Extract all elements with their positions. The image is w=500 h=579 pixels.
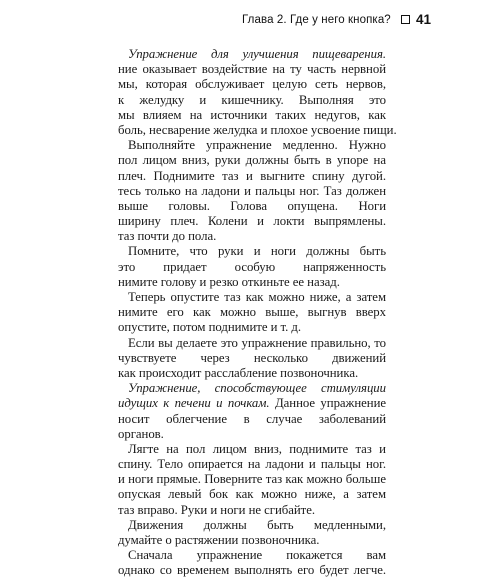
square-outline-icon (401, 15, 410, 24)
paragraph (118, 381, 386, 442)
text-run: нимите голову и резко откиньте ее назад. (118, 274, 340, 289)
text-line (118, 381, 386, 396)
text-run: думайте о растяжении позвоночника. (118, 533, 320, 547)
paragraph (118, 47, 397, 138)
text-run: спину. Тело опирается на ладони и пальцы ног. (118, 457, 386, 472)
text-run: мы, которая обслуживает целую сеть нервов, (118, 77, 386, 92)
text-line (118, 533, 386, 548)
paragraph (118, 138, 386, 244)
paragraph (118, 290, 386, 336)
text-run: Сначала упражнение покажется вам (128, 548, 386, 563)
paragraph (118, 442, 386, 518)
text-run: Данное упражнение (274, 396, 386, 411)
text-line (118, 457, 386, 472)
page-number: 41 (416, 12, 432, 27)
text-line (118, 320, 386, 335)
text-run: таз почти до пола. (118, 229, 217, 244)
text-run: выше головы. Голова опущена. Ноги (118, 198, 386, 213)
text-line (118, 563, 386, 578)
text-line (118, 260, 386, 275)
text-run: нимите его как можно выше, выгнув вверх (118, 305, 386, 320)
text-line (118, 487, 386, 502)
text-run: органов. (118, 426, 164, 441)
text-run: к желудку и кишечнику. Выполняя это (118, 92, 386, 107)
text-run: как происходит расслабление позвоночника. (118, 365, 359, 380)
running-head: Глава 2. Где у него кнопка? (242, 14, 391, 26)
paragraph (118, 336, 386, 382)
text-line (118, 290, 386, 305)
text-line (118, 305, 386, 320)
text-line (118, 472, 386, 487)
text-run: однако со временем выполнять его будет легче. (118, 563, 386, 578)
text-run: ширину плеч. Колени и локти выпрямлены. (118, 214, 386, 229)
text-line (118, 169, 386, 184)
text-line (118, 548, 386, 563)
text-line (118, 153, 386, 168)
text-line (118, 199, 386, 214)
text-line (118, 351, 386, 366)
text-run: Движения должны быть медленными, (128, 517, 386, 532)
text-line (118, 122, 397, 138)
text-run: Выполняйте упражнение медленно. Нужно (128, 138, 386, 153)
text-line (118, 442, 386, 457)
text-run: Если вы делаете это упражнение правильно, то (128, 335, 386, 350)
text-run: Помните, что руки и ноги должны быть (128, 244, 386, 259)
page-header (0, 10, 500, 32)
text-line (118, 396, 386, 411)
text-run: чувствуете через несколько движений (118, 350, 386, 365)
text-line (118, 412, 386, 427)
text-run: плеч. Поднимите таз и выгните спину дугой. (118, 168, 386, 183)
italic-run: Упражнение для улучшения пищеварения. (128, 47, 386, 61)
text-line (118, 229, 386, 244)
text-run: таз вправо. Руки и ноги не сгибайте. (118, 502, 315, 517)
paragraph (118, 518, 386, 548)
text-run: тесь только на ладони и пальцы ног. Таз должен (118, 183, 386, 198)
text-line (118, 503, 386, 518)
text-line (118, 138, 386, 153)
text-line (118, 108, 386, 123)
text-run: пол лицом вниз, руки должны быть в упоре на (118, 153, 386, 168)
text-line (118, 366, 386, 381)
text-line (118, 47, 386, 62)
text-line (118, 184, 386, 199)
text-run: ние оказывает воздействие на ту часть нервной (118, 62, 386, 77)
paragraph (118, 244, 386, 290)
text-line (118, 427, 386, 442)
text-run: опустите, потом поднимите и т. д. (118, 320, 302, 335)
text-line (118, 275, 386, 290)
text-line (118, 62, 386, 77)
text-line (118, 214, 386, 229)
text-run: боль, несварение желудка и плохое усвоение пищи. (118, 122, 397, 137)
text-line (118, 518, 386, 533)
body-text (118, 47, 397, 579)
text-run: опуская левый бок как можно ниже, а затем (118, 487, 386, 502)
text-line (118, 93, 386, 108)
italic-run: Упражнение, способствующее стимуляции (128, 381, 386, 396)
text-line (118, 244, 386, 259)
text-run: и ноги прямые. Поверните таз как можно больше (118, 472, 386, 487)
text-line (118, 336, 386, 351)
text-run: Лягте на пол лицом вниз, поднимите таз и (128, 441, 386, 456)
text-run: Теперь опустите таз как можно ниже, а затем (128, 290, 386, 304)
text-line (118, 77, 386, 92)
text-run: мы влияем на источники таких недугов, как (118, 107, 386, 122)
text-run: носит облегчение в случае заболеваний (118, 411, 386, 426)
text-run: это придает особую напряженность (118, 259, 386, 274)
italic-run: идущих к печени и почкам. (118, 396, 270, 411)
paragraph (118, 548, 386, 578)
